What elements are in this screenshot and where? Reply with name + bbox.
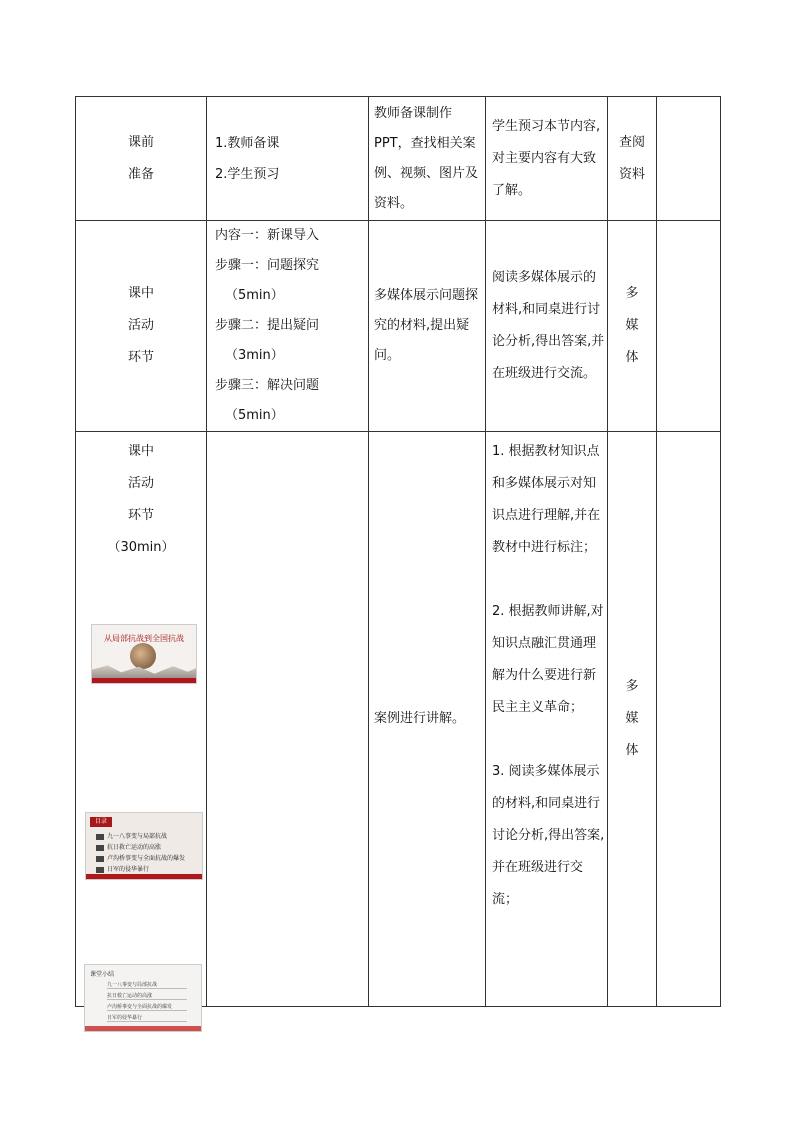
slide-item: 日军的侵华暴行 — [107, 1014, 187, 1022]
student-activity-cell: 阅读多媒体展示的材料,和同桌进行讨论分析,得出答案,并在班级进行交流。 — [486, 221, 608, 432]
content-line: 步骤三：解决问题 — [215, 378, 320, 393]
resource-cell — [608, 97, 657, 221]
student-step: 2. 根据教师讲解,对知识点融汇贯通理解为什么要进行新民主主义革命； — [492, 604, 604, 715]
resource-line: 媒 — [625, 711, 639, 726]
resource-line: 资料 — [618, 166, 645, 182]
red-bar — [85, 1026, 201, 1031]
resource-line: 媒 — [625, 318, 639, 333]
slide-thumbnail-summary — [84, 964, 202, 1032]
red-bar — [92, 678, 196, 683]
slide-item: 九一八事变与局部抗战 — [107, 981, 187, 989]
empty-cell — [657, 97, 721, 221]
resource-line: 查阅 — [618, 134, 645, 150]
content-line: 内容一：新课导入 — [215, 228, 320, 243]
slide-title-text: 从局部抗战到全国抗战 — [104, 634, 184, 643]
stage-line: （30min） — [107, 540, 175, 555]
content-cell — [207, 432, 369, 1007]
stage-line: 环节 — [127, 350, 154, 365]
stage-line: 课中 — [127, 444, 154, 459]
table-row — [76, 221, 721, 432]
resource-line: 多 — [625, 679, 639, 694]
stage-line: 活动 — [127, 476, 154, 491]
content-line: 1.教师备课 — [215, 135, 280, 151]
student-activity-cell: 学生预习本节内容,对主要内容有大致了解。 — [486, 97, 608, 221]
table-row — [76, 97, 721, 221]
slide-item: 九一八事变与局部抗战 — [96, 831, 167, 840]
student-activity-cell — [486, 432, 608, 1007]
slide-side-labels — [90, 983, 104, 1013]
content-line: 2.学生预习 — [215, 166, 280, 182]
stage-line: 课中 — [127, 286, 154, 301]
slide-item: 卢沟桥事变与全面抗战的爆发 — [96, 853, 185, 862]
duration-line: （5min） — [225, 288, 284, 303]
stage-line: 课前 — [127, 134, 154, 150]
slide-item: 日军的侵华暴行 — [96, 864, 149, 873]
slide-thumbnail-title — [91, 624, 197, 684]
resource-cell — [608, 221, 657, 432]
empty-cell — [657, 221, 721, 432]
stage-line: 活动 — [127, 318, 154, 333]
teacher-activity-cell: 案例进行讲解。 — [369, 432, 486, 1007]
slide-item: 抗日救亡运动的高涨 — [107, 992, 187, 1000]
table-row — [76, 432, 721, 1007]
stage-cell — [76, 97, 207, 221]
teacher-activity-cell: 多媒体展示问题探究的材料,提出疑问。 — [369, 221, 486, 432]
resource-cell — [608, 432, 657, 1007]
duration-line: （5min） — [225, 408, 284, 423]
stage-cell — [76, 221, 207, 432]
resource-line: 多 — [625, 286, 639, 301]
lesson-plan-table — [75, 96, 721, 1021]
student-step: 3. 阅读多媒体展示的材料,和同桌进行讨论分析,得出答案,并在班级进行交流； — [492, 764, 605, 907]
stage-line: 环节 — [127, 508, 154, 523]
slide-item: 卢沟桥事变与全面抗战的爆发 — [107, 1003, 187, 1011]
slide-header: 目录 — [90, 817, 112, 827]
red-bar — [86, 874, 202, 879]
teacher-activity-cell: 教师备课制作PPT，查找相关案例、视频、图片及资料。 — [369, 97, 486, 221]
duration-line: （3min） — [225, 348, 284, 363]
content-line: 步骤一：问题探究 — [215, 258, 320, 273]
resource-line: 体 — [625, 743, 639, 758]
content-line: 步骤二：提出疑问 — [215, 318, 320, 333]
resource-line: 体 — [625, 350, 639, 365]
empty-cell — [657, 432, 721, 1007]
artifact-image — [130, 643, 156, 669]
slide-item: 抗日救亡运动的高涨 — [96, 842, 161, 851]
slide-header: 课堂小结 — [90, 971, 115, 978]
stage-line: 准备 — [127, 166, 154, 182]
stage-cell — [76, 432, 207, 1021]
slide-thumbnail-contents — [85, 812, 203, 880]
content-cell — [207, 221, 369, 432]
content-cell — [207, 97, 369, 221]
student-step: 1. 根据教材知识点和多媒体展示对知识点进行理解,并在教材中进行标注； — [492, 444, 601, 555]
